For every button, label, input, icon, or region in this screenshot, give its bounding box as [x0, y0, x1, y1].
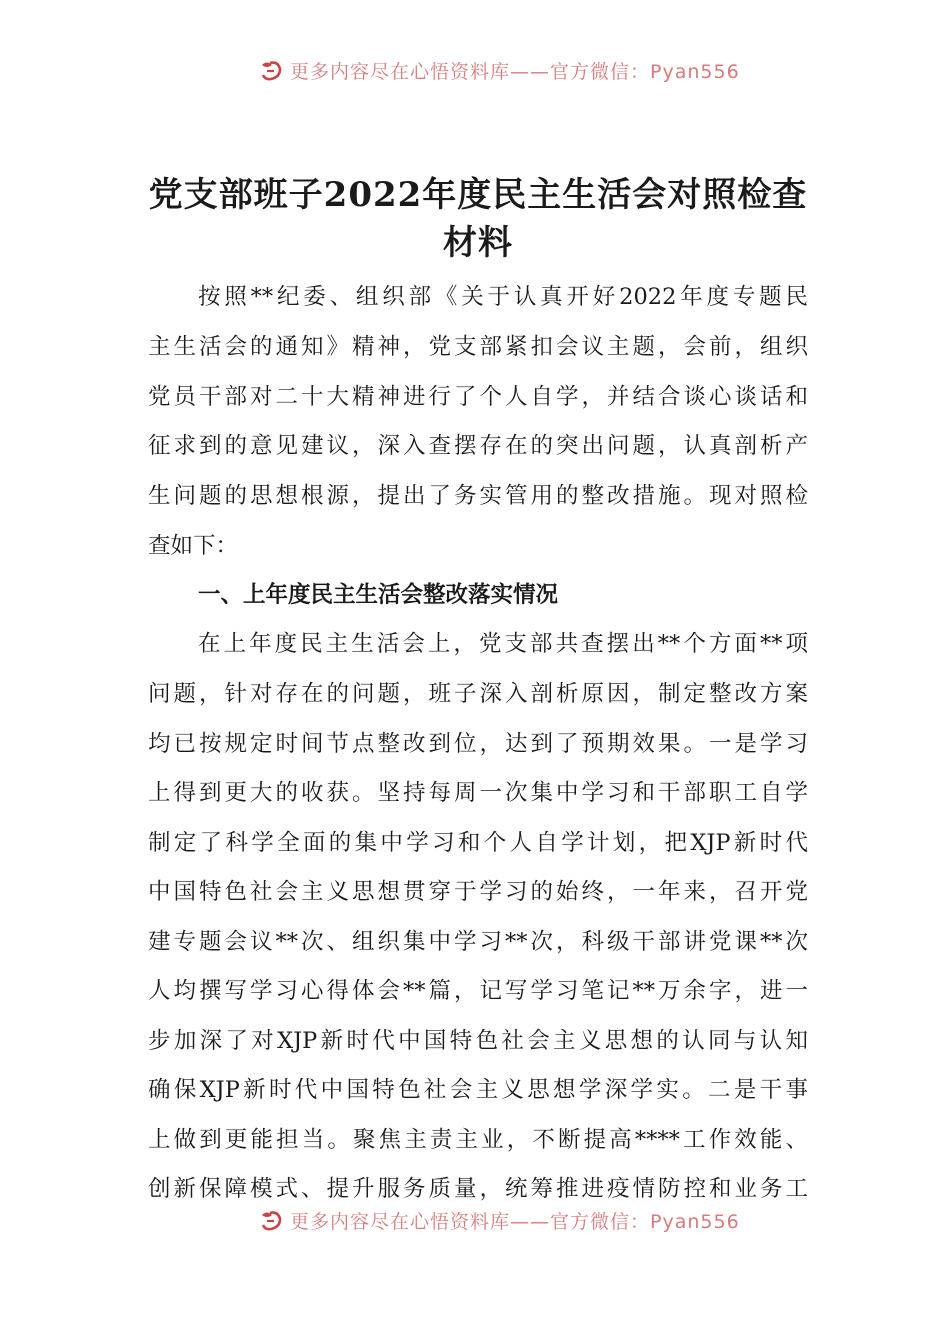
paragraph-line: 中国特色社会主义思想贯穿于学习的始终，一年来，召开党: [148, 879, 808, 905]
paragraph-line: 建专题会议**次、组织集中学习**次，科级干部讲党课**次: [148, 929, 808, 955]
paragraph-line: 均已按规定时间节点整改到位，达到了预期效果。一是学习: [148, 731, 808, 757]
paragraph-line: 主生活会的通知》精神，党支部紧扣会议主题，会前，组织: [148, 334, 808, 360]
watermark-header: [258, 57, 740, 83]
section-heading: 一、上年度民主生活会整改落实情况: [198, 582, 559, 608]
watermark-logo-icon: [258, 1207, 284, 1233]
paragraph-line: 上得到更大的收获。坚持每周一次集中学习和干部职工自学: [148, 780, 808, 806]
paragraph-line: 征求到的意见建议，深入查摆存在的突出问题，认真剖析产: [148, 433, 808, 459]
paragraph-line: 党员干部对二十大精神进行了个人自学，并结合谈心谈话和: [148, 384, 808, 410]
paragraph-line: 生问题的思想根源，提出了务实管用的整改措施。现对照检: [148, 483, 808, 509]
paragraph-line: 查如下：: [148, 533, 239, 559]
paragraph-line: 创新保障模式、提升服务质量，统筹推进疫情防控和业务工: [148, 1176, 808, 1202]
paragraph-line: 确保XJP新时代中国特色社会主义思想学深学实。二是干事: [148, 1077, 808, 1103]
paragraph-line: 问题，针对存在的问题，班子深入剖析原因，制定整改方案: [148, 681, 808, 707]
paragraph-line: 制定了科学全面的集中学习和个人自学计划，把XJP新时代: [148, 830, 808, 856]
paragraph-line: 按照**纪委、组织部《关于认真开好2022年度专题民: [198, 284, 808, 310]
document-title-line-1: 党支部班子2022年度民主生活会对照检查: [148, 175, 808, 215]
document-title-line-2: 材料: [443, 223, 513, 263]
paragraph-line: 在上年度民主生活会上，党支部共查摆出**个方面**项: [198, 631, 808, 657]
watermark-text: 更多内容尽在心悟资料库——官方微信：Pyan556: [290, 60, 740, 83]
paragraph-line: 步加深了对XJP新时代中国特色社会主义思想的认同与认知: [148, 1028, 808, 1054]
watermark-logo-icon: [258, 57, 284, 83]
paragraph-line: 上做到更能担当。聚焦主责主业，不断提高****工作效能、: [148, 1127, 808, 1153]
paragraph-line: 人均撰写学习心得体会**篇，记写学习笔记**万余字，进一: [148, 978, 808, 1004]
watermark-text: 更多内容尽在心悟资料库——官方微信：Pyan556: [290, 1210, 740, 1233]
watermark-footer: [258, 1207, 740, 1233]
